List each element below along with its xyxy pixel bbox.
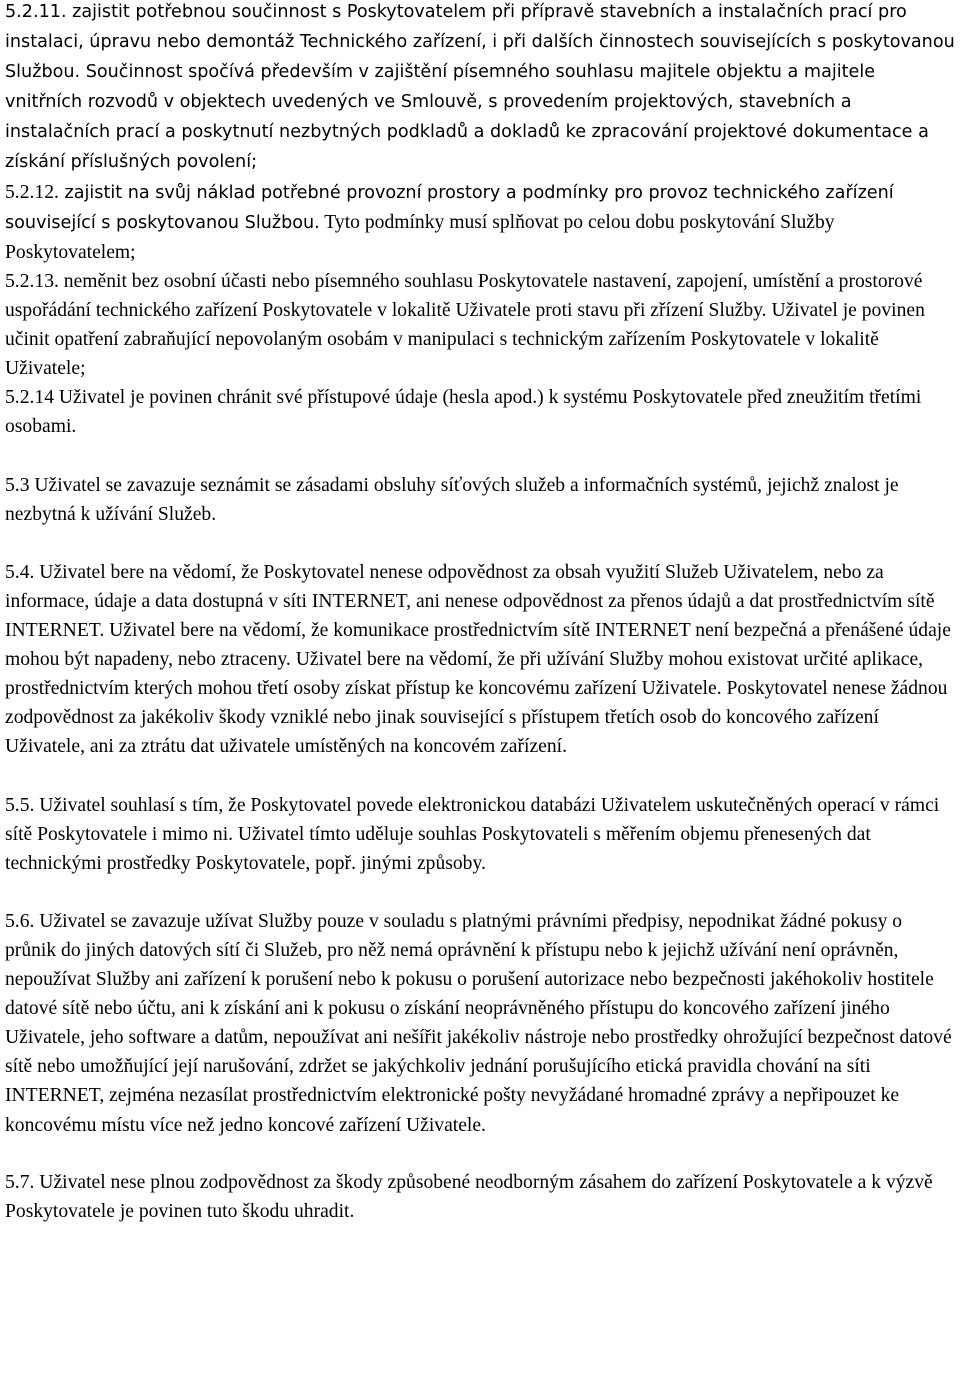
clause-5-2-13-text: neměnit bez osobní účasti nebo písemného souhlasu Poskytovatele nastavení, zapojení, umístění a prostorové uspořádání technického zařízení Poskytovatele v lokalitě Uživatele proti stavu při zřízení Služby. Uživatel je povinen učinit opatření zabraňující nepovolaným osobám v manipulaci s technickým zařízením Poskytovatele v lokalitě Uživatele;	[5, 270, 925, 380]
clause-5-2-12-number: 5.2.12.	[5, 181, 59, 203]
paragraph-spacer	[5, 1140, 957, 1168]
document-body	[5, 0, 957, 1226]
paragraph-spacer	[5, 878, 957, 907]
clause-5-2-11-text: 5.2.11. zajistit potřebnou součinnost s Poskytovatelem při přípravě stavebních a instalačních prací pro instalaci, úpravu nebo demontáž Technického zařízení, i při dalších činnostech souvisejících s poskytovanou Službou.	[5, 2, 955, 83]
clause-5-2-13	[5, 267, 957, 383]
clause-5-2-11	[5, 0, 957, 178]
clause-5-2-12-detail: Tyto podmínky musí splňovat po celou dobu poskytování Služby Poskytovatelem;	[5, 211, 835, 263]
clause-5-3: 5.3 Uživatel se zavazuje seznámit se zásadami obsluhy síťových služeb a informačních systémů, jejichž znalost je nezbytná k užívání Služeb.	[5, 474, 899, 525]
paragraph-spacer	[5, 529, 957, 558]
clause-5-2-14: 5.2.14 Uživatel je povinen chránit své přístupové údaje (hesla apod.) k systému Poskytovatele před zneužitím třetími osobami.	[5, 387, 922, 438]
paragraph-spacer	[5, 441, 957, 470]
clause-5-2-13-number: 5.2.13.	[5, 270, 59, 292]
clause-5-7: 5.7. Uživatel nese plnou zodpovědnost za škody způsobené neodborným zásahem do zařízení Poskytovatele a k výzvě Poskytovatele je povinen tuto škodu uhradit.	[5, 1171, 933, 1222]
clause-5-5: 5.5. Uživatel souhlasí s tím, že Poskytovatel povede elektronickou databázi Uživatelem uskutečněných operací v rámci sítě Poskytovatele i mimo ni. Uživatel tímto uděluje souhlas Poskytovateli s měřením objemu přenesených dat technickými prostředky Poskytovatele, popř. jinými způsoby.	[5, 794, 940, 874]
paragraph-spacer	[5, 761, 957, 790]
clause-5-2-12	[5, 178, 957, 267]
clause-5-2-12-text: zajistit na svůj náklad potřebné provozní prostory a podmínky pro provoz technického zařízení související s poskytovanou Službou.	[5, 182, 894, 233]
clause-5-6: 5.6. Uživatel se zavazuje užívat Služby pouze v souladu s platnými právními předpisy, nepodnikat žádné pokusy o průnik do jiných datových sítí či Služeb, pro něž nemá oprávnění k přístupu nebo k jejichž užívání není oprávněn, nepoužívat Služby ani zařízení k porušení nebo k pokusu o porušení autorizace nebo bezpečnosti jakéhokoliv hostitele datové sítě nebo účtu, ani k získání ani k pokusu o získání neoprávněného přístupu do koncového zařízení jiného Uživatele, jeho software a datům, nepoužívat ani nešířit jakékoliv nástroje nebo prostředky ohrožující bezpečnost datové sítě nebo umožňující její narušování, zdržet se jakýchkoliv jednání porušujícího etická pravidla chování na síti INTERNET, zejména nezasílat prostřednictvím elektronické pošty nevyžádané hromadné zprávy a nepřipouzet ke koncovému místu více než jedno koncové zařízení Uživatele.	[5, 910, 952, 1136]
clause-5-4: 5.4. Uživatel bere na vědomí, že Poskytovatel nenese odpovědnost za obsah využití Služeb Uživatelem, nebo za informace, údaje a data dostupná v síti INTERNET, ani nenese odpovědnost za přenos údajů a dat prostřednictvím sítě INTERNET. Uživatel bere na vědomí, že komunikace prostřednictvím sítě INTERNET není bezpečná a přenášené údaje mohou být napadeny, nebo ztraceny. Uživatel bere na vědomí, že při užívání Služby mohou existovat určité aplikace, prostřednictvím kterých mohou třetí osoby získat přístup ke koncovému zařízení Uživatele. Poskytovatel nenese žádnou zodpovědnost za jakékoliv škody vzniklé nebo jinak související s přístupem třetích osob do koncového zařízení Uživatele, ani za ztrátu dat uživatele umístěných na koncovém zařízení.	[5, 561, 951, 758]
clause-5-2-11-detail: Součinnost spočívá především v zajištění písemného souhlasu majitele objektu a majitele vnitřních rozvodů v objektech uvedených ve Smlouvě, s provedením projektových, stavebních a instalačních prací a poskytnutí nezbytných podkladů a dokladů ke zpracování projektové dokumentace a získání příslušných povolení;	[5, 62, 929, 173]
